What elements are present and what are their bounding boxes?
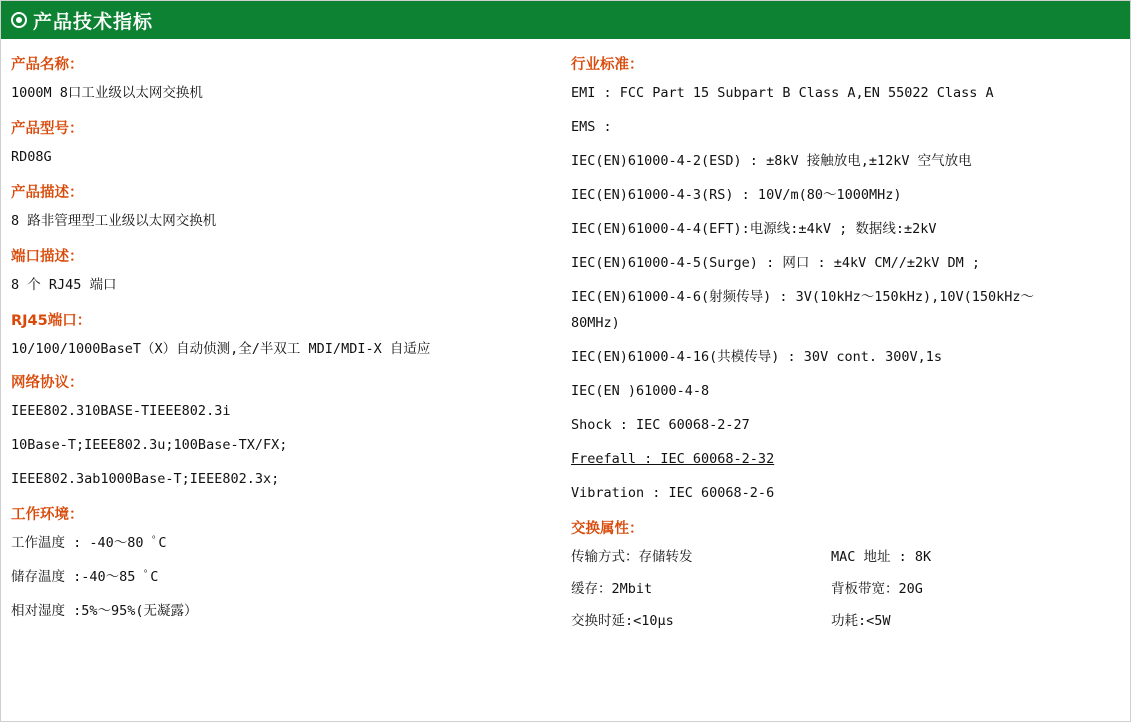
section-title-operating-environment: 工作环境： bbox=[11, 507, 84, 523]
switch-attributes-grid bbox=[571, 547, 1121, 631]
freefall-underline-text: Freefall : IEC 60068-2-32 bbox=[571, 451, 775, 467]
section-title-product-description: 产品描述： bbox=[11, 185, 84, 201]
attr-transmission-mode: 传输方式：存储转发 bbox=[571, 549, 693, 565]
standard-line-ems: EMS : bbox=[571, 119, 612, 135]
product-description-value: 8 路非管理型工业级以太网交换机 bbox=[11, 213, 217, 229]
section-title-network-protocol: 网络协议： bbox=[11, 375, 84, 391]
operating-temperature-value: 工作温度 : -40～80 ﾟC bbox=[11, 535, 167, 551]
section-title-product-model: 产品型号： bbox=[11, 121, 84, 137]
section-title-product-name: 产品名称： bbox=[11, 57, 84, 73]
page-header bbox=[1, 1, 1130, 39]
standard-line-rs: IEC(EN)61000-4-3(RS) : 10V/m(80～1000MHz) bbox=[571, 187, 902, 203]
attr-power-consumption: 功耗:<5W bbox=[831, 613, 891, 629]
attr-buffer: 缓存：2Mbit bbox=[571, 581, 653, 597]
spec-columns bbox=[1, 39, 1130, 635]
storage-temperature-value: 储存温度 :-40～85 ﾟC bbox=[11, 569, 159, 585]
standard-line-esd: IEC(EN)61000-4-2(ESD) : ±8kV 接触放电,±12kV 空气放电 bbox=[571, 153, 972, 169]
section-title-switch-attributes: 交换属性： bbox=[571, 521, 644, 537]
relative-humidity-value: 相对湿度 :5%～95%(无凝露） bbox=[11, 603, 198, 619]
page-title: 产品技术指标 bbox=[33, 10, 154, 33]
network-protocol-line-1: IEEE802.310BASE-TIEEE802.3i bbox=[11, 403, 231, 419]
standard-line-conducted-rf-cont: 80MHz) bbox=[571, 315, 620, 331]
bullseye-icon bbox=[11, 12, 27, 28]
product-model-value: RD08G bbox=[11, 149, 52, 165]
attr-switch-latency: 交换时延:<10μs bbox=[571, 613, 674, 629]
standard-line-surge: IEC(EN)61000-4-5(Surge) : 网口 : ±4kV CM//±2kV DM ; bbox=[571, 255, 981, 271]
right-column bbox=[561, 53, 1121, 635]
port-description-value: 8 个 RJ45 端口 bbox=[11, 277, 117, 293]
standard-line-common-mode: IEC(EN)61000-4-16(共模传导) : 30V cont. 300V,1s bbox=[571, 349, 942, 365]
network-protocol-line-3: IEEE802.3ab1000Base-T;IEEE802.3x; bbox=[11, 471, 280, 487]
standard-line-freefall bbox=[571, 449, 1121, 469]
section-title-industry-standards: 行业标准： bbox=[571, 57, 644, 73]
attr-mac-address: MAC 地址 : 8K bbox=[831, 549, 932, 565]
left-column bbox=[1, 53, 561, 635]
section-title-rj45-port: RJ45端口： bbox=[11, 313, 92, 329]
standard-line-emi: EMI : FCC Part 15 Subpart B Class A,EN 55022 Class A bbox=[571, 85, 994, 101]
standard-line-eft: IEC(EN)61000-4-4(EFT):电源线:±4kV ; 数据线:±2kV bbox=[571, 221, 937, 237]
attr-backplane-bandwidth: 背板带宽：20G bbox=[831, 581, 923, 597]
standard-line-conducted-rf: IEC(EN)61000-4-6(射频传导) : 3V(10kHz～150kHz),10V(150kHz～ bbox=[571, 289, 1035, 305]
standard-line-magnetic-field: IEC(EN )61000-4-8 bbox=[571, 383, 710, 399]
standard-line-shock: Shock : IEC 60068-2-27 bbox=[571, 417, 750, 433]
network-protocol-line-2: 10Base-T;IEEE802.3u;100Base-TX/FX; bbox=[11, 437, 288, 453]
section-title-port-description: 端口描述： bbox=[11, 249, 84, 265]
standard-line-vibration: Vibration : IEC 60068-2-6 bbox=[571, 485, 775, 501]
product-name-value: 1000M 8口工业级以太网交换机 bbox=[11, 85, 203, 101]
rj45-port-value: 10/100/1000BaseT（X）自动侦测,全/半双工 MDI/MDI-X 自适应 bbox=[11, 341, 431, 357]
